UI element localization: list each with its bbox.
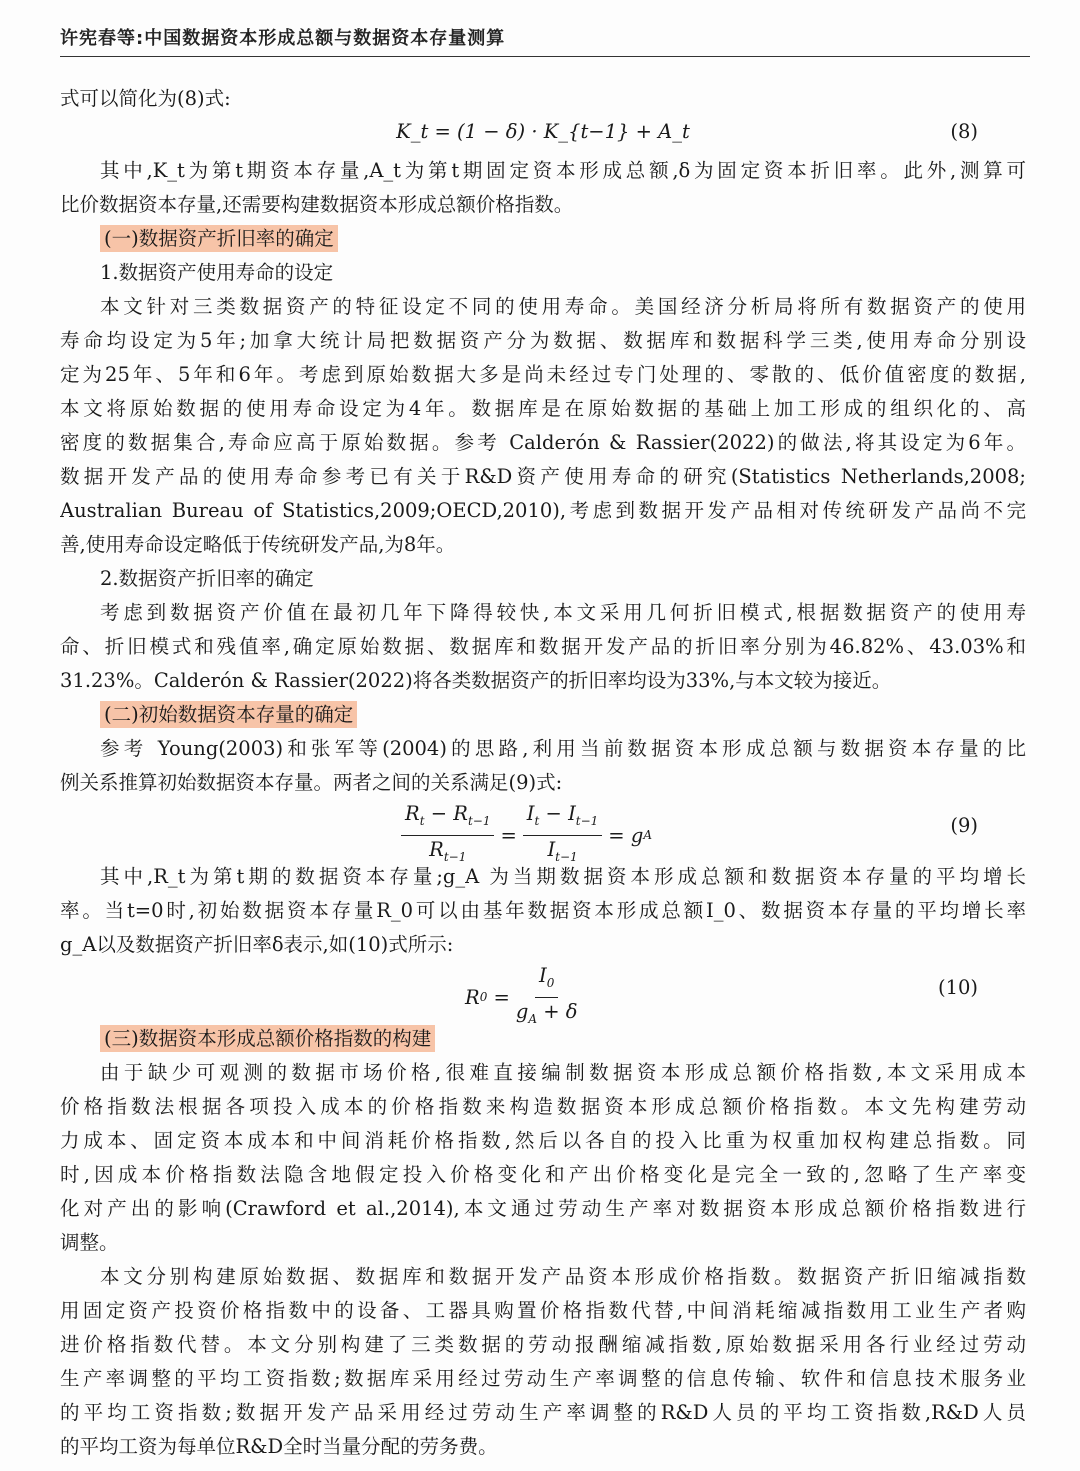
section-heading-2-text: (二)初始数据资本存量的确定 (100, 701, 357, 728)
text-line: 力成本、固定资本成本和中间消耗价格指数,然后以各自的投入比重为权重加权构建总指数。同 (60, 1129, 1026, 1152)
text-line: 的平均工资指数;数据开发产品采用经过劳动生产率调整的R&D人员的平均工资指数,R&D人员 (60, 1401, 1026, 1424)
text-line: 用固定资产投资价格指数中的设备、工器具购置价格指数代替,中间消耗缩减指数用工业生产者购 (60, 1299, 1026, 1322)
equation-9-formula: $\frac{R_t - R_{t-1}}{R_{t-1}}$ = $\frac{I_t - I_{t-1}}{I_{t-1}}$ = g A (395, 800, 652, 871)
text-line: 生产率调整的平均工资指数;数据库采用经过劳动生产率调整的信息传输、软件和信息技术服务业 (60, 1367, 1026, 1390)
section-heading-1 (60, 222, 1026, 256)
equation-9-number: (9) (950, 814, 978, 837)
section-heading-3-text: (三)数据资本形成总额价格指数的构建 (100, 1025, 435, 1052)
text-line: Australian Bureau of Statistics,2009;OECD,2010),考虑到数据开发产品相对传统研发产品尚不完 (60, 499, 1026, 522)
text-line: 进价格指数代替。本文分别构建了三类数据的劳动报酬缩减指数,原始数据采用各行业经过劳动 (60, 1333, 1026, 1356)
text-line: 的平均工资为每单位R&D全时当量分配的劳务费。 (60, 1435, 498, 1458)
equation-9 (60, 800, 1026, 864)
equation-10-formula: R 0 = $\frac{I_0}{g_A + \delta}$ (465, 964, 578, 1026)
text-line: 例关系推算初始数据资本存量。两者之间的关系满足(9)式: (60, 771, 563, 794)
text-line: 数据开发产品的使用寿命参考已有关于R&D资产使用寿命的研究(Statistics Netherlands,2008; (60, 465, 1026, 488)
text-line: 调整。 (60, 1231, 119, 1254)
subsection-heading-2: 2.数据资产折旧率的确定 (100, 567, 314, 590)
text-line: 式可以简化为(8)式: (60, 87, 231, 110)
text-line: 本文分别构建原始数据、数据库和数据开发产品资本形成价格指数。数据资产折旧缩减指数 (100, 1265, 1026, 1288)
text-line: 密度的数据集合,寿命应高于原始数据。参考 Calderón & Rassier(2022)的做法,将其设定为6年。 (60, 431, 1026, 454)
text-line: 其中,K_t为第t期资本存量,A_t为第t期固定资本形成总额,δ为固定资本折旧率。此外,测算可 (100, 159, 1026, 182)
equation-8-number: (8) (950, 120, 978, 143)
text-line: 定为25年、5年和6年。考虑到原始数据大多是尚未经过专门处理的、零散的、低价值密度的数据, (60, 363, 1026, 386)
text-line: 时,因成本价格指数法隐含地假定投入价格变化和产出价格变化是完全一致的,忽略了生产率变 (60, 1163, 1026, 1186)
text-line: 考虑到数据资产价值在最初几年下降得较快,本文采用几何折旧模式,根据数据资产的使用寿 (100, 601, 1026, 624)
equation-8-formula: K_t = (1 − δ) · K_{t−1} + A_t (396, 120, 690, 143)
text-line: g_A以及数据资产折旧率δ表示,如(10)式所示: (60, 933, 454, 956)
running-head: 许宪春等:中国数据资本形成总额与数据资本存量测算 (60, 24, 1030, 57)
text-line: 由于缺少可观测的数据市场价格,很难直接编制数据资本形成总额价格指数,本文采用成本 (100, 1061, 1026, 1084)
text-line: 命、折旧模式和残值率,确定原始数据、数据库和数据开发产品的折旧率分别为46.82%、43.03%和 (60, 635, 1026, 658)
text-line: 本文针对三类数据资产的特征设定不同的使用寿命。美国经济分析局将所有数据资产的使用 (100, 295, 1026, 318)
section-heading-2 (60, 698, 1026, 732)
text-line: 价格指数法根据各项投入成本的价格指数来构造数据资本形成总额价格指数。本文先构建劳动 (60, 1095, 1026, 1118)
text-line: 善,使用寿命设定略低于传统研发产品,为8年。 (60, 533, 456, 556)
subsection-heading-1: 1.数据资产使用寿命的设定 (100, 261, 334, 284)
equation-10 (60, 962, 1026, 1026)
text-line: 本文将原始数据的使用寿命设定为4年。数据库是在原始数据的基础上加工形成的组织化的、高 (60, 397, 1026, 420)
text-line: 参考 Young(2003)和张军等(2004)的思路,利用当前数据资本形成总额与数据资本存量的比 (100, 737, 1026, 760)
text-line: 寿命均设定为5年;加拿大统计局把数据资产分为数据、数据库和数据科学三类,使用寿命分别设 (60, 329, 1026, 352)
article-body (60, 82, 1026, 1464)
text-line: 31.23%。Calderón & Rassier(2022)将各类数据资产的折旧率均设为33%,与本文较为接近。 (60, 669, 892, 692)
equation-8 (60, 116, 1026, 154)
section-heading-1-text: (一)数据资产折旧率的确定 (100, 225, 338, 252)
text-line: 化对产出的影响(Crawford et al.,2014),本文通过劳动生产率对数据资本形成总额价格指数进行 (60, 1197, 1026, 1220)
text-line: 比价数据资本存量,还需要构建数据资本形成总额价格指数。 (60, 193, 574, 216)
equation-10-number: (10) (937, 976, 978, 999)
text-line: 其中,R_t为第t期的数据资本存量;g_A 为当期数据资本形成总额和数据资本存量的平均增长 (100, 865, 1026, 888)
text-line: 率。当t=0时,初始数据资本存量R_0可以由基年数据资本形成总额I_0、数据资本存量的平均增长率 (60, 899, 1026, 922)
